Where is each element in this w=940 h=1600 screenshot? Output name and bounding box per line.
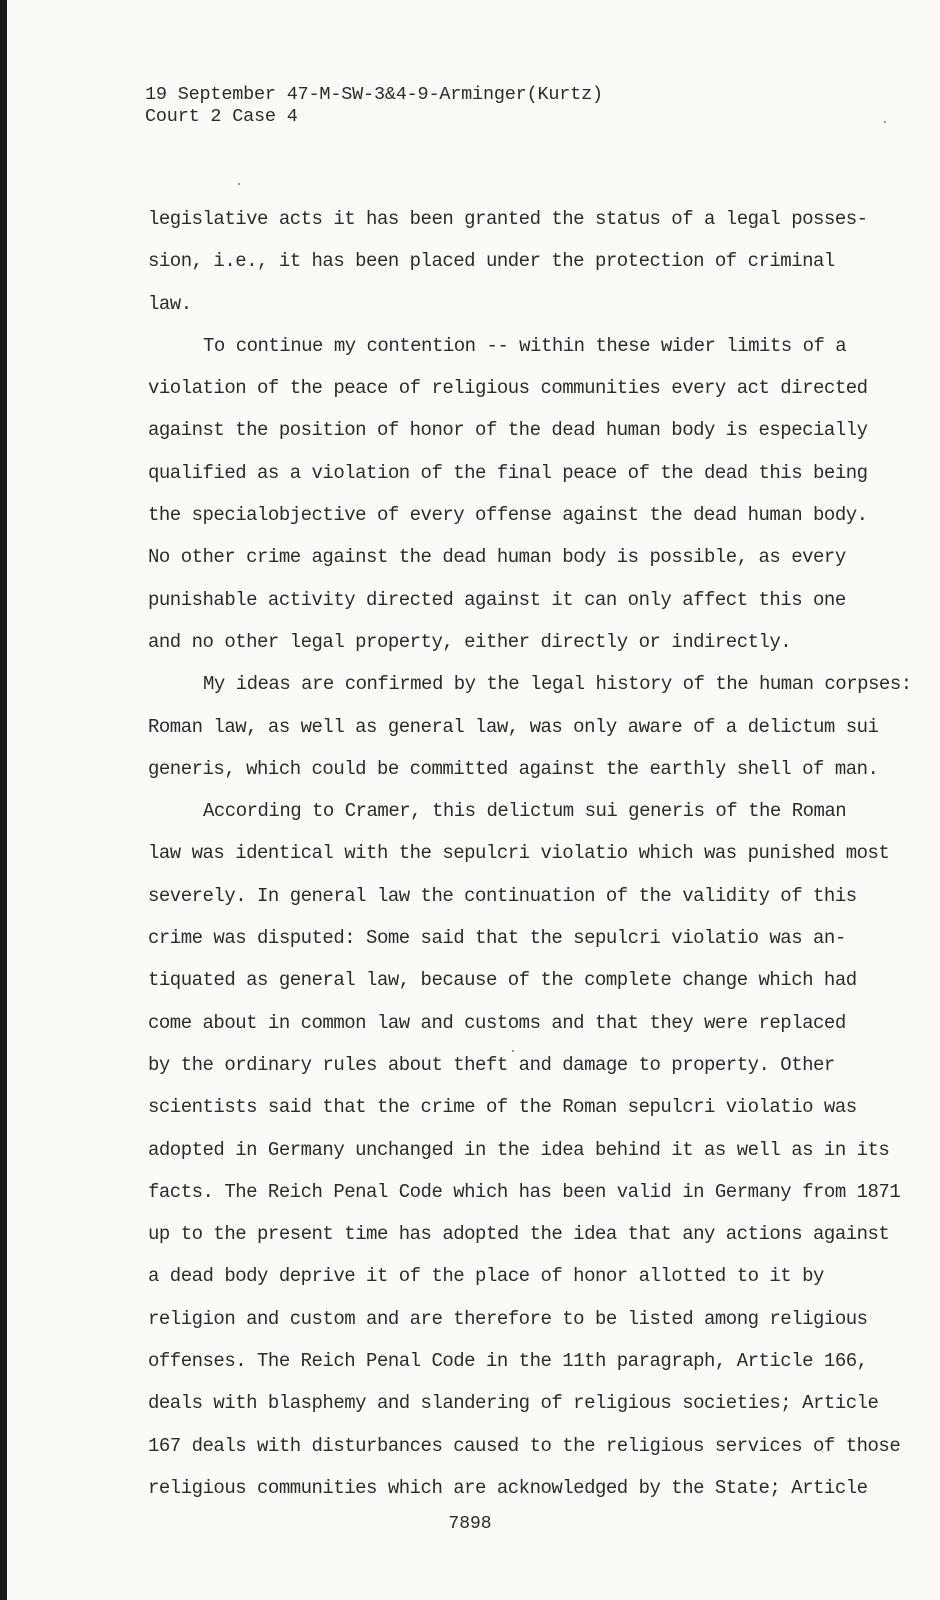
body-text-line: facts. The Reich Penal Code which has been valid in Germany from 1871 bbox=[148, 1180, 901, 1203]
body-text-line: No other crime against the dead human body is possible, as every bbox=[148, 546, 846, 569]
paper-speck bbox=[884, 121, 886, 123]
page-number: 7898 bbox=[448, 1514, 492, 1534]
body-text-line: religious communities which are acknowledged by the State; Article bbox=[148, 1476, 868, 1499]
paper-speck bbox=[238, 183, 240, 185]
body-text-line: by the ordinary rules about theft and damage to property. Other bbox=[148, 1053, 835, 1076]
body-text-line: generis, which could be committed against the earthly shell of man. bbox=[148, 757, 879, 780]
body-text-line: come about in common law and customs and that they were replaced bbox=[148, 1011, 846, 1034]
body-text-line: religion and custom and are therefore to be listed among religious bbox=[148, 1307, 868, 1330]
body-text-line: 167 deals with disturbances caused to the religious services of those bbox=[148, 1434, 901, 1457]
header-court-case: Court 2 Case 4 bbox=[145, 106, 298, 127]
body-text-line: To continue my contention -- within these wider limits of a bbox=[203, 334, 847, 357]
body-text-line: law was identical with the sepulcri violatio which was punished most bbox=[148, 842, 890, 865]
body-text-line: violation of the peace of religious communities every act directed bbox=[148, 377, 868, 400]
body-text-line: the specialobjective of every offense against the dead human body. bbox=[148, 504, 868, 527]
body-text-line: offenses. The Reich Penal Code in the 11th paragraph, Article 166, bbox=[148, 1350, 868, 1373]
body-text-line: crime was disputed: Some said that the sepulcri violatio was an- bbox=[148, 927, 846, 950]
body-text-line: and no other legal property, either directly or indirectly. bbox=[148, 630, 792, 653]
body-text-line: deals with blasphemy and slandering of religious societies; Article bbox=[148, 1392, 879, 1415]
body-text-line: According to Cramer, this delictum sui generis of the Roman bbox=[203, 800, 847, 823]
body-text-line: qualified as a violation of the final peace of the dead this being bbox=[148, 461, 868, 484]
body-text-line: adopted in Germany unchanged in the idea behind it as well as in its bbox=[148, 1138, 890, 1161]
body-text-line: My ideas are confirmed by the legal history of the human corpses: bbox=[203, 673, 912, 696]
body-text-line: punishable activity directed against it can only affect this one bbox=[148, 588, 846, 611]
paper-speck bbox=[512, 1050, 514, 1052]
body-text-line: tiquated as general law, because of the complete change which had bbox=[148, 969, 857, 992]
body-text-line: against the position of honor of the dead human body is especially bbox=[148, 419, 868, 442]
body-text-line: legislative acts it has been granted the status of a legal posses- bbox=[148, 208, 868, 230]
document-header bbox=[145, 84, 603, 128]
body-text-line: law. bbox=[148, 292, 192, 315]
body-text-line: up to the present time has adopted the idea that any actions against bbox=[148, 1223, 890, 1246]
document-body bbox=[148, 207, 912, 1518]
body-text-line: severely. In general law the continuation of the validity of this bbox=[148, 884, 857, 907]
body-text-line: sion, i.e., it has been placed under the protection of criminal bbox=[148, 250, 835, 273]
scan-edge bbox=[0, 0, 7, 1600]
body-text-line: Roman law, as well as general law, was only aware of a delictum sui bbox=[148, 715, 879, 738]
body-text-line: a dead body deprive it of the place of honor allotted to it by bbox=[148, 1265, 824, 1288]
body-text-line: scientists said that the crime of the Roman sepulcri violatio was bbox=[148, 1096, 857, 1119]
header-date-reference: 19 September 47-M-SW-3&4-9-Arminger(Kurtz) bbox=[145, 84, 603, 105]
